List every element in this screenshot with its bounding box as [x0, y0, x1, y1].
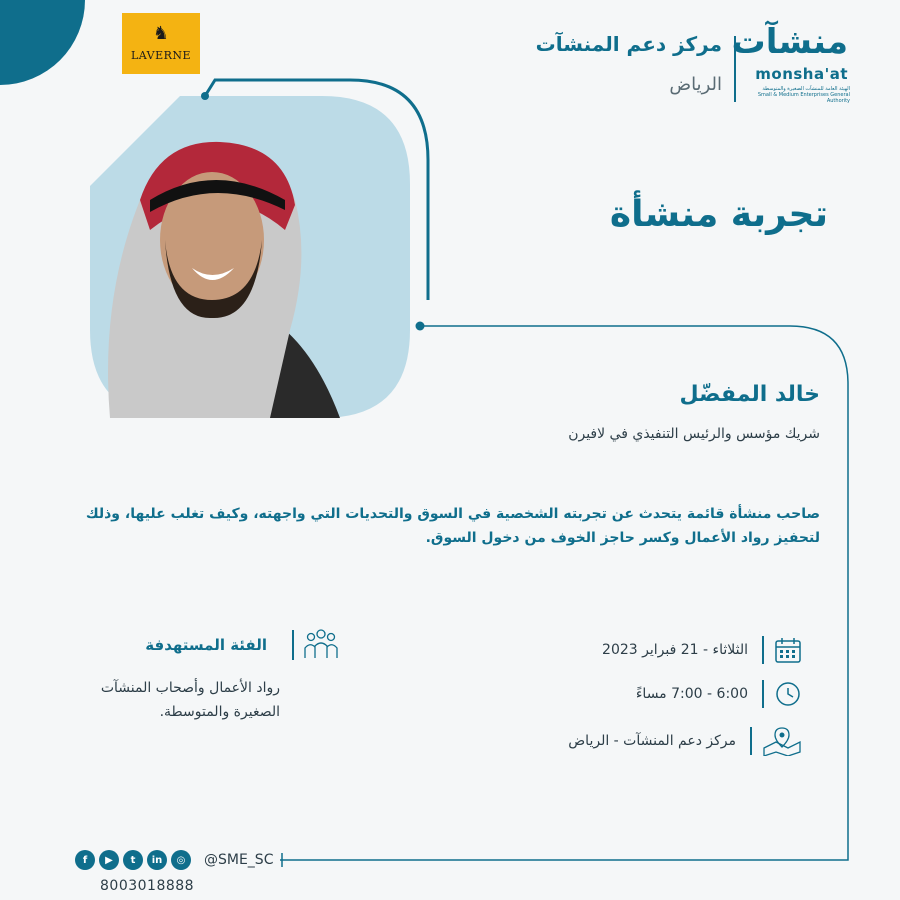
date-row: [602, 636, 802, 664]
speaker-portrait: [108, 142, 340, 418]
corner-decoration: [0, 0, 85, 85]
clock-icon: [774, 680, 802, 708]
lion-icon: ♞: [152, 23, 170, 44]
event-description: صاحب منشأة قائمة يتحدث عن تجربته الشخصية في السوق والتحديات التي واجهته، وكيف تغلب عليها، وذلك لتحفيز رواد الأعمال وكسر حاجز الخوف من دخول السوق.: [85, 506, 820, 546]
social-handle: @SME_SC: [204, 852, 274, 868]
event-title: تجربة منشأة: [609, 194, 828, 235]
org-title: مركز دعم المنشآت: [535, 32, 722, 56]
brand-logo-latin: monsha'at: [755, 65, 848, 83]
location-row: [568, 726, 802, 756]
arc-dot-top: [201, 92, 209, 100]
calendar-icon: [774, 636, 802, 664]
twitter-icon[interactable]: t: [123, 850, 143, 870]
brand-logo-arabic: منشآت: [731, 22, 848, 62]
youtube-icon[interactable]: ▶: [99, 850, 119, 870]
audience-text: رواد الأعمال وأصحاب المنشآت الصغيرة والمتوسطة.: [100, 680, 280, 720]
location-separator: [750, 727, 752, 755]
sponsor-name: LAVERNE: [130, 49, 192, 62]
group-icon: [303, 628, 339, 662]
brand-logo-subtitle: الهيئة العامة للمنشآت الصغيرة والمتوسطة Small & Medium Enterprises General Authority: [757, 86, 850, 104]
sponsor-logo: [122, 13, 200, 74]
top-arc-line: [205, 80, 428, 300]
linkedin-icon[interactable]: in: [147, 850, 167, 870]
facebook-icon[interactable]: f: [75, 850, 95, 870]
event-date: الثلاثاء - 21 فبراير 2023: [602, 642, 748, 658]
speaker-role: شريك مؤسس والرئيس التنفيذي في لافيرن: [568, 426, 820, 442]
instagram-icon[interactable]: ◎: [171, 850, 191, 870]
map-pin-icon: [762, 726, 802, 756]
speaker-name: خالد المفضّل: [679, 382, 820, 407]
social-links: [75, 850, 191, 870]
time-separator: [762, 680, 764, 708]
photo-frame-shape: [90, 96, 410, 418]
org-city: الرياض: [669, 74, 722, 95]
event-location: مركز دعم المنشآت - الرياض: [568, 733, 736, 749]
time-row: [636, 680, 802, 708]
event-time: 6:00 - 7:00 مساءً: [635, 686, 748, 702]
audience-title: الفئة المستهدفة: [145, 636, 267, 654]
frame-dot-start: [416, 322, 425, 331]
audience-separator: [292, 630, 294, 660]
phone-number: 8003018888: [100, 878, 195, 894]
date-separator: [762, 636, 764, 664]
